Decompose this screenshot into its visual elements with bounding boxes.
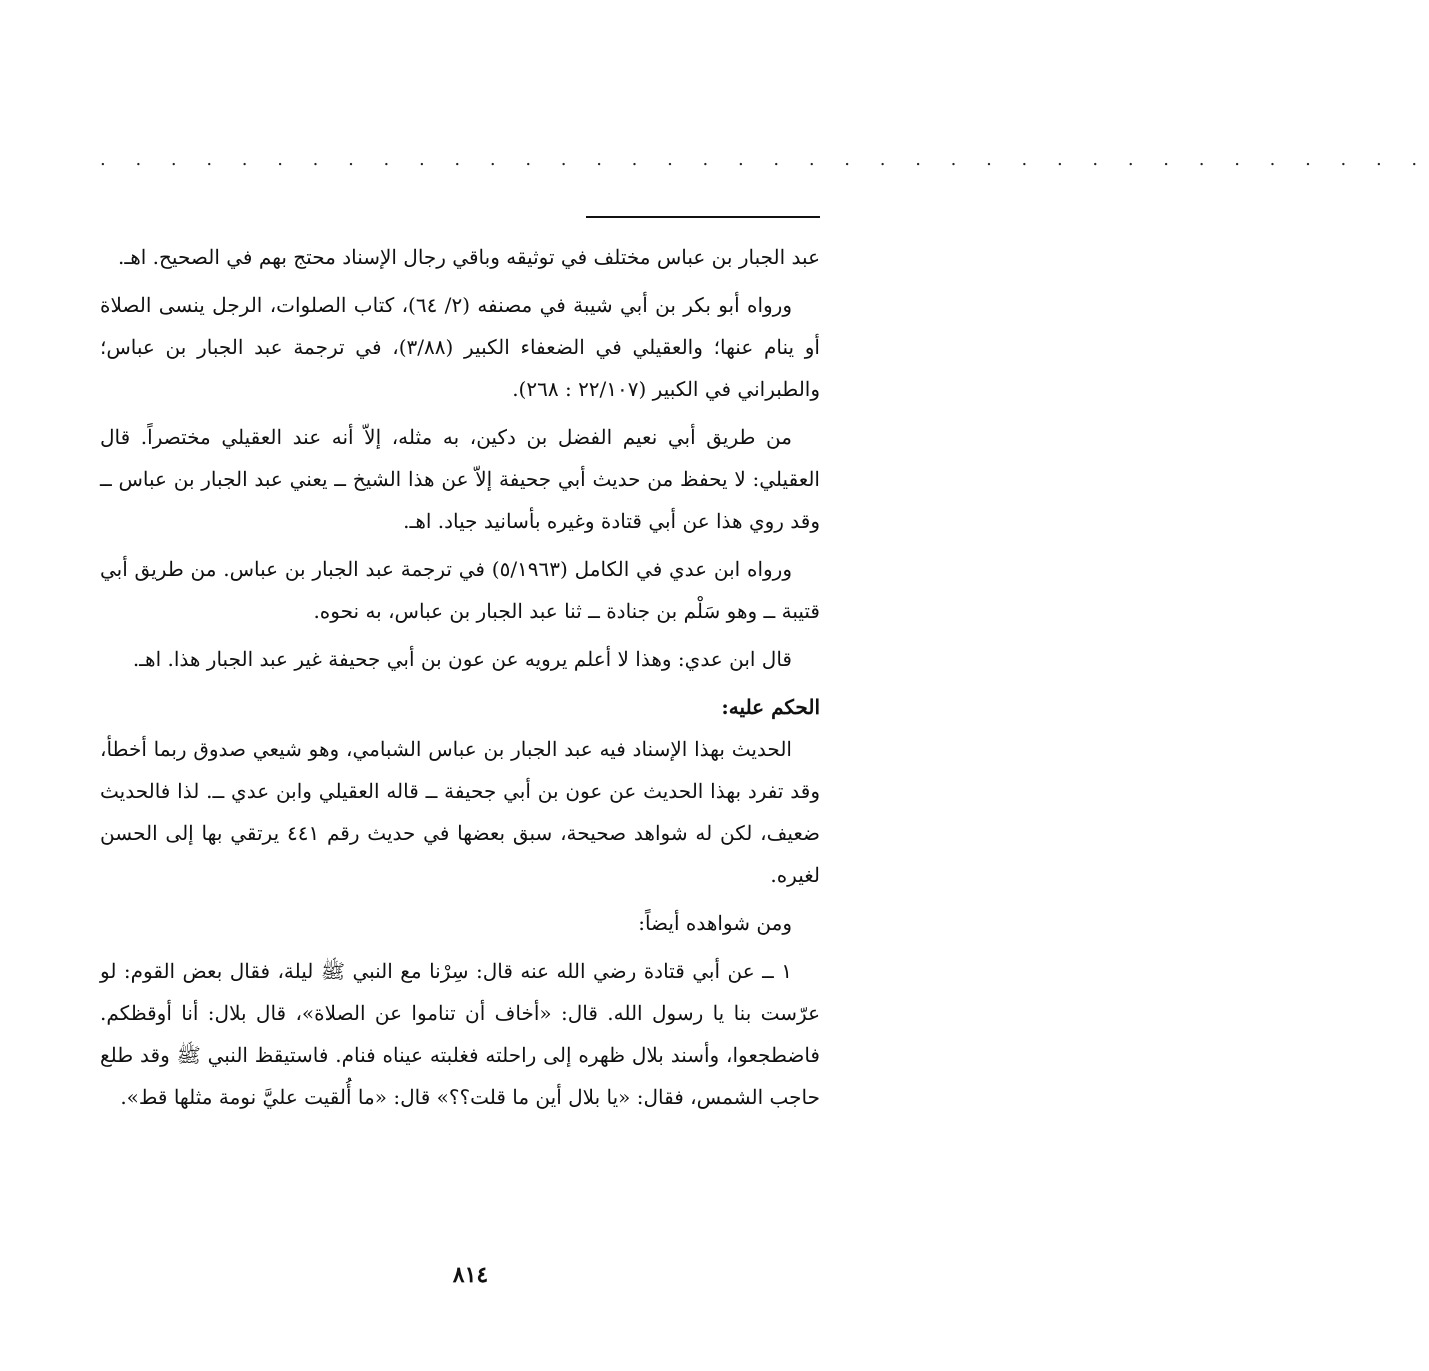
ruling-paragraph-1: الحديث بهذا الإسناد فيه عبد الجبار بن عباس الشبامي، وهو شيعي صدوق ربما أخطأ، وقد تفرد بهذا الحديث عن عون بن أبي جحيفة ــ قاله العقيلي وابن عدي ــ. لذا فالحديث ضعيف، لكن له شواهد صحيحة، سبق بعضها في حديث رقم ٤٤١ يرتقي بها إلى الحسن لغيره. (100, 737, 820, 887)
paragraph-4: ورواه ابن عدي في الكامل (٥/١٩٦٣) في ترجمة عبد الجبار بن عباس. من طريق أبي قتيبة ــ وهو سَلْم بن جنادة ــ ثنا عبد الجبار بن عباس، به نحوه. (100, 557, 820, 623)
body-text (100, 236, 820, 1124)
paragraph-3: من طريق أبي نعيم الفضل بن دكين، به مثله، إلاّ أنه عند العقيلي مختصراً. قال العقيلي: لا يحفظ من حديث أبي جحيفة إلاّ عن هذا الشيخ ــ يعني عبد الجبار بن عباس ــ وقد روي هذا عن أبي قتادة وغيره بأسانيد جياد. اهـ. (100, 425, 820, 533)
ruling-paragraph-3: ١ ــ عن أبي قتادة رضي الله عنه قال: سِرْنا مع النبي ﷺ ليلة، فقال بعض القوم: لو عرّست بنا يا رسول الله. قال: «أخاف أن تناموا عن الصلاة»، قال بلال: أنا أوقظكم. فاضطجعوا، وأسند بلال ظهره إلى راحلته فغلبته عيناه فنام. فاستيقظ النبي ﷺ وقد طلع حاجب الشمس، فقال: «يا بلال أين ما قلت؟؟» قال: «ما أُلقيت عليَّ نومة مثلها قط». (100, 959, 820, 1109)
page-number: ٨١٤ (452, 1262, 489, 1288)
paragraph-2: ورواه أبو بكر بن أبي شيبة في مصنفه (٢/ ٦٤)، كتاب الصلوات، الرجل ينسى الصلاة أو ينام عنها؛ والعقيلي في الضعفاء الكبير (٣/٨٨)، في ترجمة عبد الجبار بن عباس؛ والطبراني في الكبير (٢٢/١٠٧ : ٢٦٨). (100, 293, 820, 401)
dotted-separator: . . . . . . . . . . . . . . . . . . . . . . . . . . . . . . . . . . . . . . (100, 149, 1429, 170)
paragraph-1: عبد الجبار بن عباس مختلف في توثيقه وباقي رجال الإسناد محتج بهم في الصحيح. اهـ. (117, 245, 820, 269)
footnote-rule (586, 216, 820, 218)
paragraph-5: قال ابن عدي: وهذا لا أعلم يرويه عن عون بن أبي جحيفة غير عبد الجبار هذا. اهـ. (132, 647, 792, 671)
ruling-paragraph-2: ومن شواهده أيضاً: (638, 911, 792, 935)
section-heading: الحكم عليه: (721, 695, 820, 719)
